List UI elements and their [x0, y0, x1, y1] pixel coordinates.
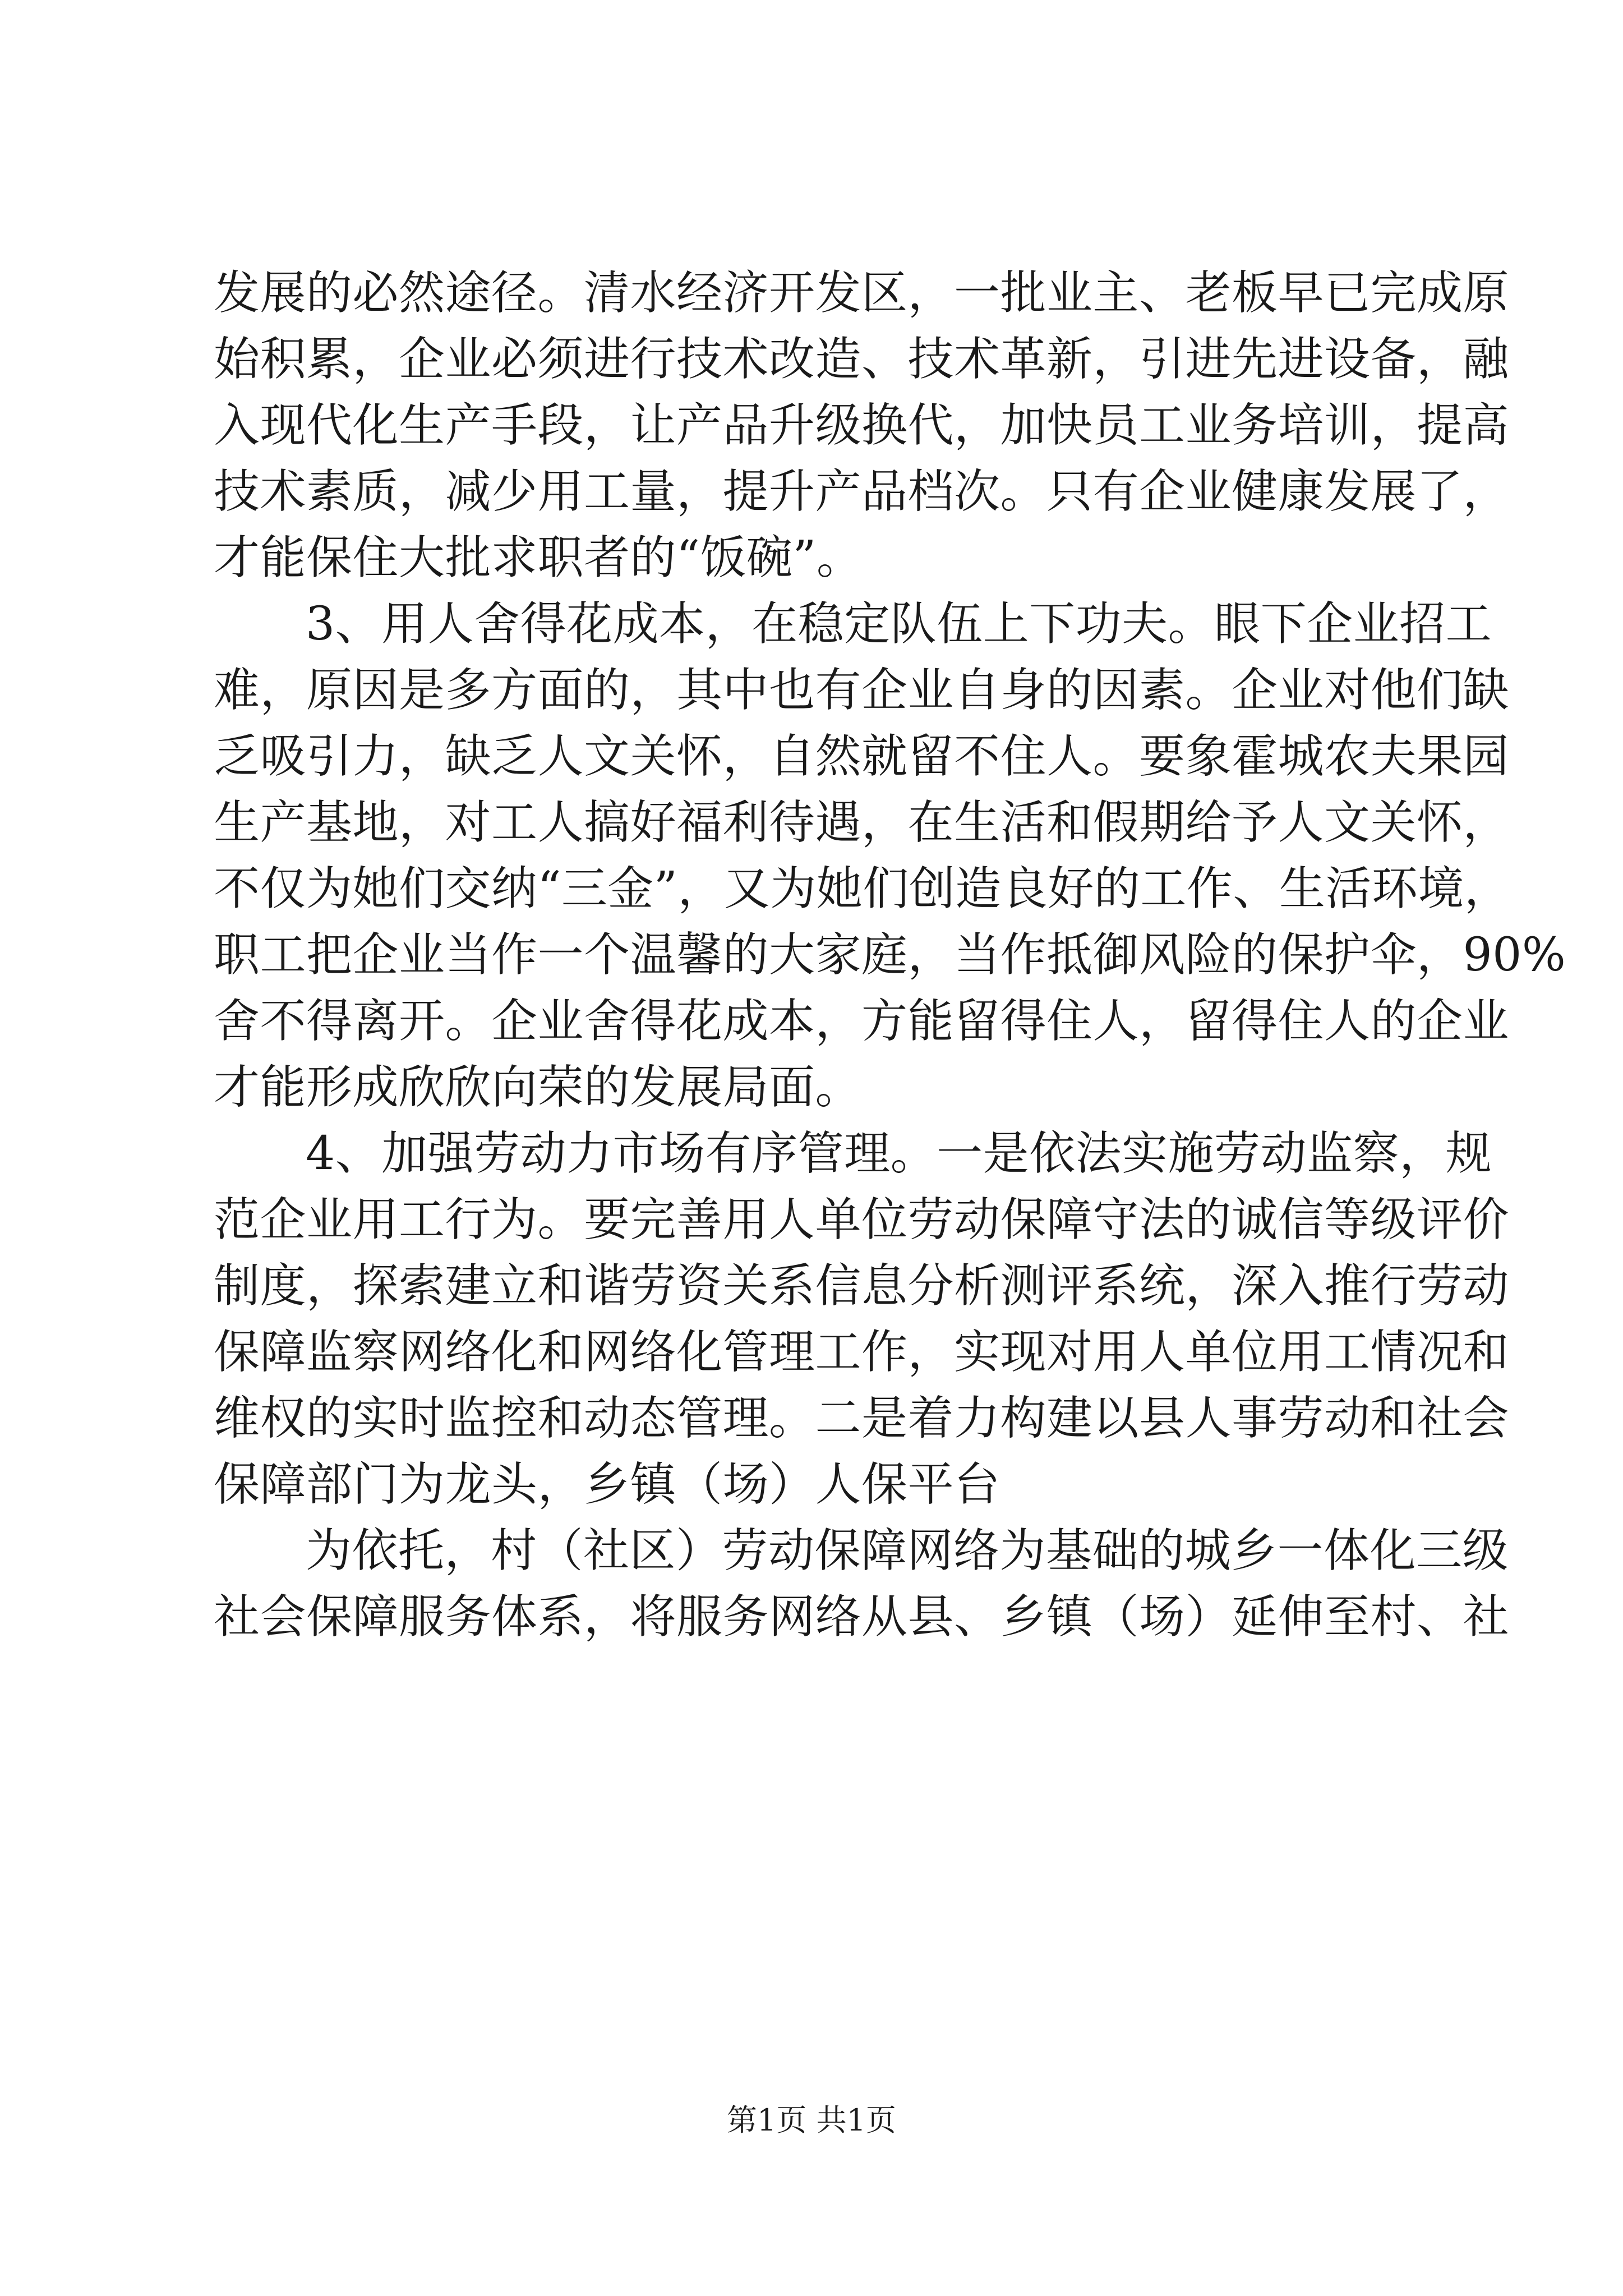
- text-line: 制度，探索建立和谐劳资关系信息分析测评系统，深入推行劳动: [214, 1259, 1510, 1313]
- text-line: 维权的实时监控和动态管理。二是着力构建以县人事劳动和社会: [214, 1392, 1510, 1445]
- text-line: 职工把企业当作一个温馨的大家庭，当作抵御风险的保护伞，90%: [214, 928, 1566, 982]
- text-line: 社会保障服务体系，将服务网络从县、乡镇（场）延伸至村、社: [214, 1590, 1510, 1644]
- paragraph-start-line: 为依托，村（社区）劳动保障网络为基础的城乡一体化三级: [306, 1524, 1509, 1577]
- text-line: 发展的必然途径。清水经济开发区，一批业主、老板早已完成原: [214, 266, 1510, 320]
- text-line: 入现代化生产手段，让产品升级换代，加快员工业务培训，提高: [214, 399, 1510, 452]
- text-line: 技术素质，减少用工量，提升产品档次。只有企业健康发展了，: [214, 465, 1510, 518]
- paragraph-start-line: 4、加强劳动力市场有序管理。一是依法实施劳动监察，规: [306, 1127, 1492, 1180]
- document-body: [214, 260, 1566, 1650]
- text-line: 始积累，企业必须进行技术改造、技术革新，引进先进设备，融: [214, 333, 1510, 386]
- page-number-footer: 第1页 共1页: [727, 2102, 896, 2138]
- text-line: 舍不得离开。企业舍得花成本，方能留得住人，留得住人的企业: [214, 995, 1510, 1048]
- text-line: 保障监察网络化和网络化管理工作，实现对用人单位用工情况和: [214, 1326, 1510, 1379]
- text-line: 乏吸引力，缺乏人文关怀，自然就留不住人。要象霍城农夫果园: [214, 730, 1510, 783]
- paragraph-start-line: 3、用人舍得花成本，在稳定队伍上下功夫。眼下企业招工: [306, 597, 1492, 651]
- text-line: 范企业用工行为。要完善用人单位劳动保障守法的诚信等级评价: [214, 1193, 1510, 1246]
- text-line: 不仅为她们交纳“三金”，又为她们创造良好的工作、生活环境，: [214, 862, 1511, 915]
- text-line: 生产基地，对工人搞好福利待遇，在生活和假期给予人文关怀，: [214, 796, 1510, 849]
- text-line: 才能保住大批求职者的“饭碗”。: [214, 531, 863, 585]
- text-line: 难，原因是多方面的，其中也有企业自身的因素。企业对他们缺: [214, 664, 1510, 717]
- text-line: 保障部门为龙头，乡镇（场）人保平台: [214, 1458, 1000, 1511]
- text-line: 才能形成欣欣向荣的发展局面。: [214, 1061, 862, 1114]
